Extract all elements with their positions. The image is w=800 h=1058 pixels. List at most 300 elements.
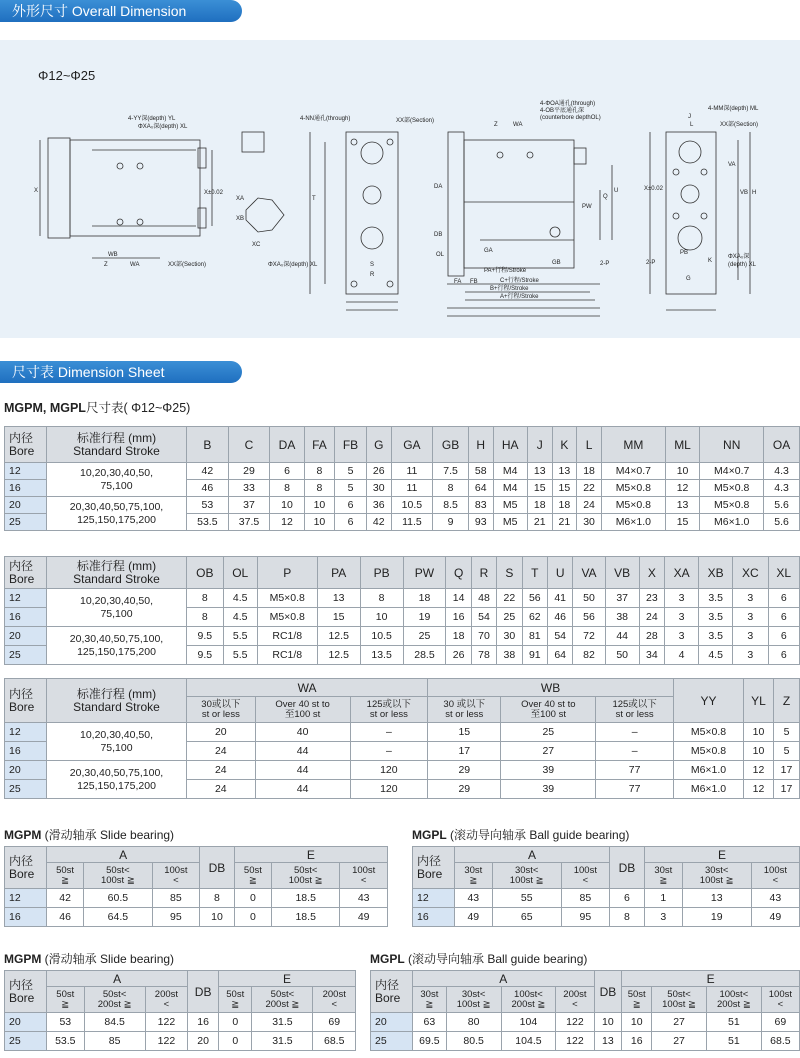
- bore-cell: 25: [5, 1032, 47, 1051]
- value-cell: 42: [47, 889, 84, 908]
- drawing-label-x-tol-2: X±0.02: [204, 190, 223, 196]
- value-cell: M5×0.8: [674, 723, 744, 742]
- value-cell: M5: [493, 497, 527, 514]
- sub-header: 100st <: [340, 863, 388, 889]
- value-cell: 20: [187, 723, 256, 742]
- col-header: OA: [764, 427, 800, 463]
- value-cell: 49: [340, 908, 388, 927]
- value-cell: 25: [501, 723, 596, 742]
- sub-header: 200st <: [145, 987, 188, 1013]
- value-cell: 60.5: [84, 889, 152, 908]
- value-cell: 77: [596, 780, 674, 799]
- drawing-label-ol-2: OL: [436, 252, 445, 258]
- col-header: VA: [573, 557, 605, 589]
- drawing-label-q: Q: [603, 194, 608, 200]
- bore-cell: 16: [5, 742, 47, 761]
- db-header: DB: [594, 971, 622, 1013]
- value-cell: 5: [774, 723, 800, 742]
- drawing-label-g: G: [686, 276, 691, 282]
- value-cell: 85: [152, 889, 200, 908]
- subtitle-text: 尺寸表( Φ12~Φ25): [85, 401, 191, 415]
- col-header: MM: [601, 427, 665, 463]
- value-cell: 17: [774, 780, 800, 799]
- value-cell: 14: [446, 589, 471, 608]
- value-cell: M4×0.7: [700, 463, 764, 480]
- col-header: XC: [733, 557, 768, 589]
- sub-header: 30st< 100st ≧: [682, 863, 751, 889]
- sub-header: 50st< 200st ≧: [84, 987, 145, 1013]
- value-cell: M5×0.8: [601, 480, 665, 497]
- value-cell: 18: [403, 589, 446, 608]
- db-header: DB: [188, 971, 219, 1013]
- drawing-label-vb: VB: [740, 190, 749, 196]
- value-cell: 6: [768, 589, 799, 608]
- col-header: XB: [699, 557, 733, 589]
- value-cell: 12.5: [317, 627, 360, 646]
- value-cell: 30: [577, 514, 602, 531]
- value-cell: 24: [187, 742, 256, 761]
- drawing-label-db: DB: [434, 232, 443, 238]
- col-header: J: [527, 427, 552, 463]
- col-header: T: [522, 557, 547, 589]
- value-cell: 24: [639, 608, 664, 627]
- table-row: [371, 1032, 800, 1051]
- value-cell: M6×1.0: [674, 761, 744, 780]
- value-cell: 12: [665, 480, 699, 497]
- drawing-label-x: X: [34, 188, 39, 194]
- drawing-label-yy: 4-YY深(depth) YL: [128, 116, 176, 122]
- value-cell: 39: [501, 780, 596, 799]
- drawing-label-s: S: [370, 262, 375, 268]
- value-cell: 5: [335, 463, 367, 480]
- value-cell: 12: [744, 780, 774, 799]
- value-cell: 63: [413, 1013, 447, 1032]
- value-cell: 6: [335, 514, 367, 531]
- value-cell: 4.3: [764, 480, 800, 497]
- sub-header: 30st< 100st ≧: [492, 863, 561, 889]
- value-cell: 104: [501, 1013, 556, 1032]
- value-cell: 10: [744, 742, 774, 761]
- value-cell: 30: [497, 627, 522, 646]
- bore-cell: 16: [5, 480, 47, 497]
- e-header: E: [219, 971, 356, 987]
- value-cell: 104.5: [501, 1032, 556, 1051]
- value-cell: 95: [152, 908, 200, 927]
- value-cell: 8: [187, 608, 224, 627]
- value-cell: 4: [665, 646, 699, 665]
- value-cell: 37: [605, 589, 639, 608]
- value-cell: 29: [228, 463, 270, 480]
- bore-cell: 25: [5, 780, 47, 799]
- value-cell: 13: [682, 889, 751, 908]
- value-cell: 50: [605, 646, 639, 665]
- value-cell: 120: [350, 761, 428, 780]
- value-cell: M6×1.0: [601, 514, 665, 531]
- drawing-label-pb: PB: [680, 250, 689, 256]
- mgpm-slide-table-1: [4, 846, 388, 927]
- sub-header: 100st <: [751, 863, 799, 889]
- value-cell: 22: [577, 480, 602, 497]
- value-cell: 27: [652, 1013, 707, 1032]
- col-header: XA: [665, 557, 699, 589]
- bore-header: 内径 Bore: [5, 679, 47, 723]
- value-cell: RC1/8: [257, 627, 317, 646]
- value-cell: 8: [433, 480, 469, 497]
- bore-cell: 16: [413, 908, 455, 927]
- value-cell: 4.5: [223, 608, 257, 627]
- value-cell: 30: [366, 480, 391, 497]
- value-cell: 55: [492, 889, 561, 908]
- z-header: Z: [774, 679, 800, 723]
- col-header: GA: [391, 427, 433, 463]
- value-cell: 18: [527, 497, 552, 514]
- col-header: H: [468, 427, 493, 463]
- sub-header: 50st< 200st ≧: [252, 987, 313, 1013]
- value-cell: 0: [234, 908, 271, 927]
- value-cell: 18.5: [272, 908, 340, 927]
- value-cell: 72: [573, 627, 605, 646]
- sub-header: 100st< 200st ≧: [501, 987, 556, 1013]
- drawing-label-gb: GB: [552, 260, 561, 266]
- drawing-label-xb: XB: [236, 216, 245, 222]
- stroke-header: 标准行程 (mm) Standard Stroke: [47, 557, 187, 589]
- value-cell: 13: [665, 497, 699, 514]
- value-cell: 10.5: [391, 497, 433, 514]
- value-cell: 6: [768, 608, 799, 627]
- sub-header: 50st ≧: [234, 863, 271, 889]
- value-cell: 37: [228, 497, 270, 514]
- sub-header: 30 或以下 st or less: [428, 697, 501, 723]
- bore-cell: 25: [371, 1032, 413, 1051]
- bore-cell: 20: [5, 761, 47, 780]
- value-cell: 3: [665, 627, 699, 646]
- col-header: PB: [360, 557, 403, 589]
- value-cell: 46: [47, 908, 84, 927]
- value-cell: –: [596, 723, 674, 742]
- drawing-label-l: L: [690, 122, 694, 128]
- bore-header: 内径 Bore: [5, 427, 47, 463]
- value-cell: 69.5: [413, 1032, 447, 1051]
- value-cell: 5.6: [764, 497, 800, 514]
- value-cell: 19: [682, 908, 751, 927]
- col-header: P: [257, 557, 317, 589]
- bore-cell: 20: [371, 1013, 413, 1032]
- value-cell: 85: [84, 1032, 145, 1051]
- value-cell: 95: [561, 908, 609, 927]
- col-header: OL: [223, 557, 257, 589]
- drawing-label-r: R: [370, 272, 375, 278]
- col-header: OB: [187, 557, 224, 589]
- value-cell: 81: [522, 627, 547, 646]
- drawing-label-p: 2-P: [600, 261, 610, 267]
- drawing-label-ob: 4-OB平底通孔深: [540, 108, 585, 114]
- table-row: [5, 1032, 356, 1051]
- value-cell: 84.5: [84, 1013, 145, 1032]
- drawing-label-wb: WB: [108, 252, 118, 258]
- sub-header: 50st ≧: [47, 987, 85, 1013]
- value-cell: 8: [360, 589, 403, 608]
- sub-header: 50st< 100st ≧: [84, 863, 152, 889]
- value-cell: 13: [594, 1032, 622, 1051]
- value-cell: 20: [188, 1032, 219, 1051]
- value-cell: 22: [497, 589, 522, 608]
- stroke-header: 标准行程 (mm) Standard Stroke: [47, 679, 187, 723]
- drawing-label-wa-2: WA: [513, 122, 523, 128]
- table-row: [413, 889, 800, 908]
- value-cell: 42: [366, 514, 391, 531]
- drawing-label-ol: (counterbore depthOL): [540, 115, 601, 121]
- value-cell: 43: [455, 889, 493, 908]
- a-header: A: [413, 971, 595, 987]
- value-cell: 69: [313, 1013, 356, 1032]
- mgpl-ball-table-2: [370, 970, 800, 1051]
- sub-header: 200st <: [313, 987, 356, 1013]
- col-header: U: [547, 557, 572, 589]
- col-header: R: [471, 557, 496, 589]
- value-cell: 11: [391, 480, 433, 497]
- bore-header: 内径 Bore: [5, 557, 47, 589]
- value-cell: 9: [433, 514, 469, 531]
- table-row: [5, 497, 800, 514]
- value-cell: M5×0.8: [257, 589, 317, 608]
- mgpm-slide-title-2: MGPM (滑动轴承 Slide bearing): [4, 952, 175, 966]
- value-cell: 53: [47, 1013, 85, 1032]
- value-cell: 6: [768, 627, 799, 646]
- value-cell: 3: [665, 589, 699, 608]
- value-cell: 120: [350, 780, 428, 799]
- drawing-label-u: U: [614, 188, 619, 194]
- value-cell: 24: [187, 780, 256, 799]
- value-cell: 5.6: [764, 514, 800, 531]
- value-cell: 48: [471, 589, 496, 608]
- value-cell: 27: [652, 1032, 707, 1051]
- value-cell: 10: [304, 514, 334, 531]
- stroke-cell: 20,30,40,50,75,100, 125,150,175,200: [47, 627, 187, 665]
- value-cell: 26: [446, 646, 471, 665]
- dimension-table-2: [4, 556, 800, 665]
- col-header: NN: [700, 427, 764, 463]
- value-cell: 68.5: [313, 1032, 356, 1051]
- value-cell: 3.5: [699, 608, 733, 627]
- value-cell: 36: [366, 497, 391, 514]
- value-cell: 12: [270, 514, 304, 531]
- sub-header: 50st ≧: [47, 863, 84, 889]
- value-cell: M5×0.8: [674, 742, 744, 761]
- value-cell: 6: [609, 889, 644, 908]
- value-cell: 33: [228, 480, 270, 497]
- drawing-label-xc: XC: [252, 242, 261, 248]
- value-cell: 49: [751, 908, 799, 927]
- col-header: L: [577, 427, 602, 463]
- value-cell: 10: [744, 723, 774, 742]
- value-cell: 18: [552, 497, 577, 514]
- sub-header: 50st ≧: [219, 987, 252, 1013]
- value-cell: 65: [492, 908, 561, 927]
- subtitle-models: MGPM, MGPL: [4, 401, 86, 415]
- bore-header: 内径 Bore: [5, 847, 47, 889]
- bore-cell: 25: [5, 514, 47, 531]
- value-cell: 28: [639, 627, 664, 646]
- value-cell: 43: [751, 889, 799, 908]
- value-cell: 3: [733, 608, 768, 627]
- value-cell: –: [350, 723, 428, 742]
- value-cell: 5: [335, 480, 367, 497]
- col-header: K: [552, 427, 577, 463]
- e-header: E: [645, 847, 800, 863]
- value-cell: 0: [219, 1013, 252, 1032]
- value-cell: 64: [468, 480, 493, 497]
- drawing-label-k: K: [708, 258, 713, 264]
- drawing-label-xl: (depth) XL: [728, 262, 757, 268]
- table-row: [5, 627, 800, 646]
- value-cell: 15: [665, 514, 699, 531]
- col-header: GB: [433, 427, 469, 463]
- sub-header: 50st ≧: [622, 987, 652, 1013]
- value-cell: 21: [527, 514, 552, 531]
- e-header: E: [622, 971, 800, 987]
- dimension-table-3: [4, 678, 800, 799]
- value-cell: 56: [573, 608, 605, 627]
- drawing-label-fb: FB: [470, 279, 478, 285]
- value-cell: 26: [366, 463, 391, 480]
- value-cell: 13.5: [360, 646, 403, 665]
- mgpm-slide-title-1: MGPM (滑动轴承 Slide bearing): [4, 828, 175, 842]
- drawing-label-va: VA: [728, 162, 736, 168]
- value-cell: 10.5: [360, 627, 403, 646]
- value-cell: 10: [360, 608, 403, 627]
- section-banner-overall: 外形尺寸 Overall Dimension: [0, 0, 242, 22]
- col-header: PA: [317, 557, 360, 589]
- sub-header: 100st <: [761, 987, 799, 1013]
- col-header: XL: [768, 557, 799, 589]
- value-cell: 44: [605, 627, 639, 646]
- value-cell: 53: [187, 497, 229, 514]
- bore-cell: 20: [5, 1013, 47, 1032]
- table-row: [5, 908, 388, 927]
- bore-header: 内径 Bore: [5, 971, 47, 1013]
- value-cell: 80: [446, 1013, 501, 1032]
- value-cell: 12: [744, 761, 774, 780]
- stroke-cell: 10,20,30,40,50, 75,100: [47, 723, 187, 761]
- drawing-label-da: DA: [434, 184, 443, 190]
- value-cell: 25: [403, 627, 446, 646]
- value-cell: 8: [187, 589, 224, 608]
- value-cell: 122: [556, 1032, 594, 1051]
- drawing-label-xa-2: ΦXA₀深(depth) XL: [268, 262, 318, 268]
- value-cell: 3: [733, 646, 768, 665]
- value-cell: 93: [468, 514, 493, 531]
- value-cell: 83: [468, 497, 493, 514]
- value-cell: 3: [665, 608, 699, 627]
- drawing-label-p-2: 2-P: [646, 260, 656, 266]
- wa-header: WA: [187, 679, 428, 697]
- sub-header: 50st< 100st ≧: [272, 863, 340, 889]
- col-header: Q: [446, 557, 471, 589]
- value-cell: M4: [493, 463, 527, 480]
- table-row: [5, 761, 800, 780]
- table-row: [413, 908, 800, 927]
- value-cell: 80.5: [446, 1032, 501, 1051]
- drawing-label-z-2: Z: [494, 122, 498, 128]
- value-cell: 8: [304, 480, 334, 497]
- drawing-label-h: H: [752, 190, 757, 196]
- col-header: VB: [605, 557, 639, 589]
- value-cell: 3: [733, 627, 768, 646]
- col-header: HA: [493, 427, 527, 463]
- value-cell: M5×0.8: [257, 608, 317, 627]
- sub-header: 200st <: [556, 987, 594, 1013]
- value-cell: 5: [774, 742, 800, 761]
- value-cell: RC1/8: [257, 646, 317, 665]
- value-cell: 3: [733, 589, 768, 608]
- value-cell: 10: [304, 497, 334, 514]
- bore-cell: 16: [5, 608, 47, 627]
- value-cell: 122: [145, 1013, 188, 1032]
- bore-header: 内径 Bore: [371, 971, 413, 1013]
- sub-header: 125或以下 st or less: [596, 697, 674, 723]
- value-cell: 11: [391, 463, 433, 480]
- col-header: S: [497, 557, 522, 589]
- value-cell: 18.5: [272, 889, 340, 908]
- bore-cell: 12: [5, 589, 47, 608]
- value-cell: 25: [497, 608, 522, 627]
- value-cell: –: [596, 742, 674, 761]
- value-cell: 40: [255, 723, 350, 742]
- drawing-label-pa-stroke: PA+行程/Stroke: [484, 268, 527, 274]
- a-header: A: [47, 847, 200, 863]
- drawing-label-section-2: XX部(Section): [396, 118, 435, 124]
- yy-header: YY: [674, 679, 744, 723]
- col-header: PW: [403, 557, 446, 589]
- value-cell: 15: [552, 480, 577, 497]
- value-cell: 15: [428, 723, 501, 742]
- sub-header: Over 40 st to 至100 st: [255, 697, 350, 723]
- value-cell: 44: [255, 742, 350, 761]
- value-cell: 10: [665, 463, 699, 480]
- bore-cell: 16: [5, 908, 47, 927]
- section-banner-sheet: 尺寸表 Dimension Sheet: [0, 361, 242, 383]
- bore-header: 内径 Bore: [413, 847, 455, 889]
- value-cell: 58: [468, 463, 493, 480]
- value-cell: 51: [706, 1013, 761, 1032]
- value-cell: 8: [200, 889, 235, 908]
- sub-header: 30或以下 st or less: [187, 697, 256, 723]
- a-header: A: [47, 971, 188, 987]
- value-cell: 8.5: [433, 497, 469, 514]
- table-row: [5, 463, 800, 480]
- value-cell: 38: [497, 646, 522, 665]
- stroke-cell: 20,30,40,50,75,100, 125,150,175,200: [47, 497, 187, 531]
- value-cell: 31.5: [252, 1032, 313, 1051]
- col-header: ML: [665, 427, 699, 463]
- value-cell: 29: [428, 780, 501, 799]
- stroke-header: 标准行程 (mm) Standard Stroke: [47, 427, 187, 463]
- value-cell: 4.5: [699, 646, 733, 665]
- table-row: [5, 1013, 356, 1032]
- value-cell: 44: [255, 780, 350, 799]
- value-cell: 69: [761, 1013, 799, 1032]
- value-cell: 10: [622, 1013, 652, 1032]
- drawing-label-ga: GA: [484, 248, 493, 254]
- value-cell: M4: [493, 480, 527, 497]
- value-cell: 68.5: [761, 1032, 799, 1051]
- value-cell: 70: [471, 627, 496, 646]
- drawing-label-xa: ΦXA₀深(depth) XL: [138, 124, 188, 130]
- value-cell: 16: [188, 1013, 219, 1032]
- value-cell: 1: [645, 889, 683, 908]
- bore-cell: 20: [5, 627, 47, 646]
- drawing-label-t: T: [312, 196, 316, 202]
